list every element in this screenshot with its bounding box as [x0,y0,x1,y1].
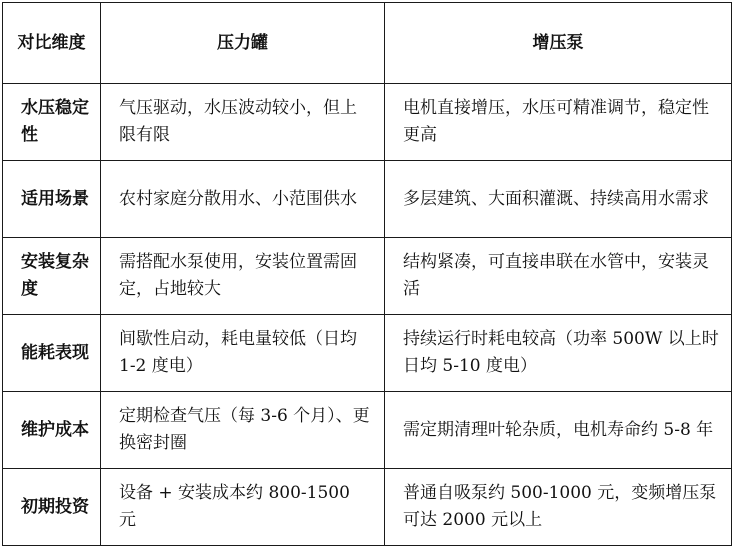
table-row [3,84,732,161]
row-dimension: 水压稳定性 [3,84,101,161]
row-dimension: 能耗表现 [3,315,101,392]
booster-pump-cell: 多层建筑、大面积灌溉、持续高用水需求 [385,161,732,238]
comparison-table [2,2,732,546]
table-row [3,238,732,315]
row-dimension: 安装复杂度 [3,238,101,315]
header-dimension: 对比维度 [3,3,101,84]
pressure-tank-cell: 间歇性启动，耗电量较低（日均 1-2 度电） [101,315,385,392]
table-row [3,315,732,392]
pressure-tank-cell: 农村家庭分散用水、小范围供水 [101,161,385,238]
booster-pump-cell: 持续运行时耗电较高（功率 500W 以上时日均 5-10 度电） [385,315,732,392]
booster-pump-cell: 电机直接增压，水压可精准调节，稳定性更高 [385,84,732,161]
pressure-tank-cell: 需搭配水泵使用，安装位置需固定，占地较大 [101,238,385,315]
pressure-tank-cell: 气压驱动，水压波动较小，但上限有限 [101,84,385,161]
header-booster-pump: 增压泵 [385,3,732,84]
booster-pump-cell: 结构紧凑，可直接串联在水管中，安装灵活 [385,238,732,315]
table-row [3,469,732,546]
table-row [3,161,732,238]
header-pressure-tank: 压力罐 [101,3,385,84]
row-dimension: 适用场景 [3,161,101,238]
booster-pump-cell: 需定期清理叶轮杂质，电机寿命约 5-8 年 [385,392,732,469]
pressure-tank-cell: 设备 + 安装成本约 800-1500 元 [101,469,385,546]
row-dimension: 维护成本 [3,392,101,469]
table-row [3,392,732,469]
row-dimension: 初期投资 [3,469,101,546]
booster-pump-cell: 普通自吸泵约 500-1000 元，变频增压泵可达 2000 元以上 [385,469,732,546]
header-row [3,3,732,84]
pressure-tank-cell: 定期检查气压（每 3-6 个月）、更换密封圈 [101,392,385,469]
